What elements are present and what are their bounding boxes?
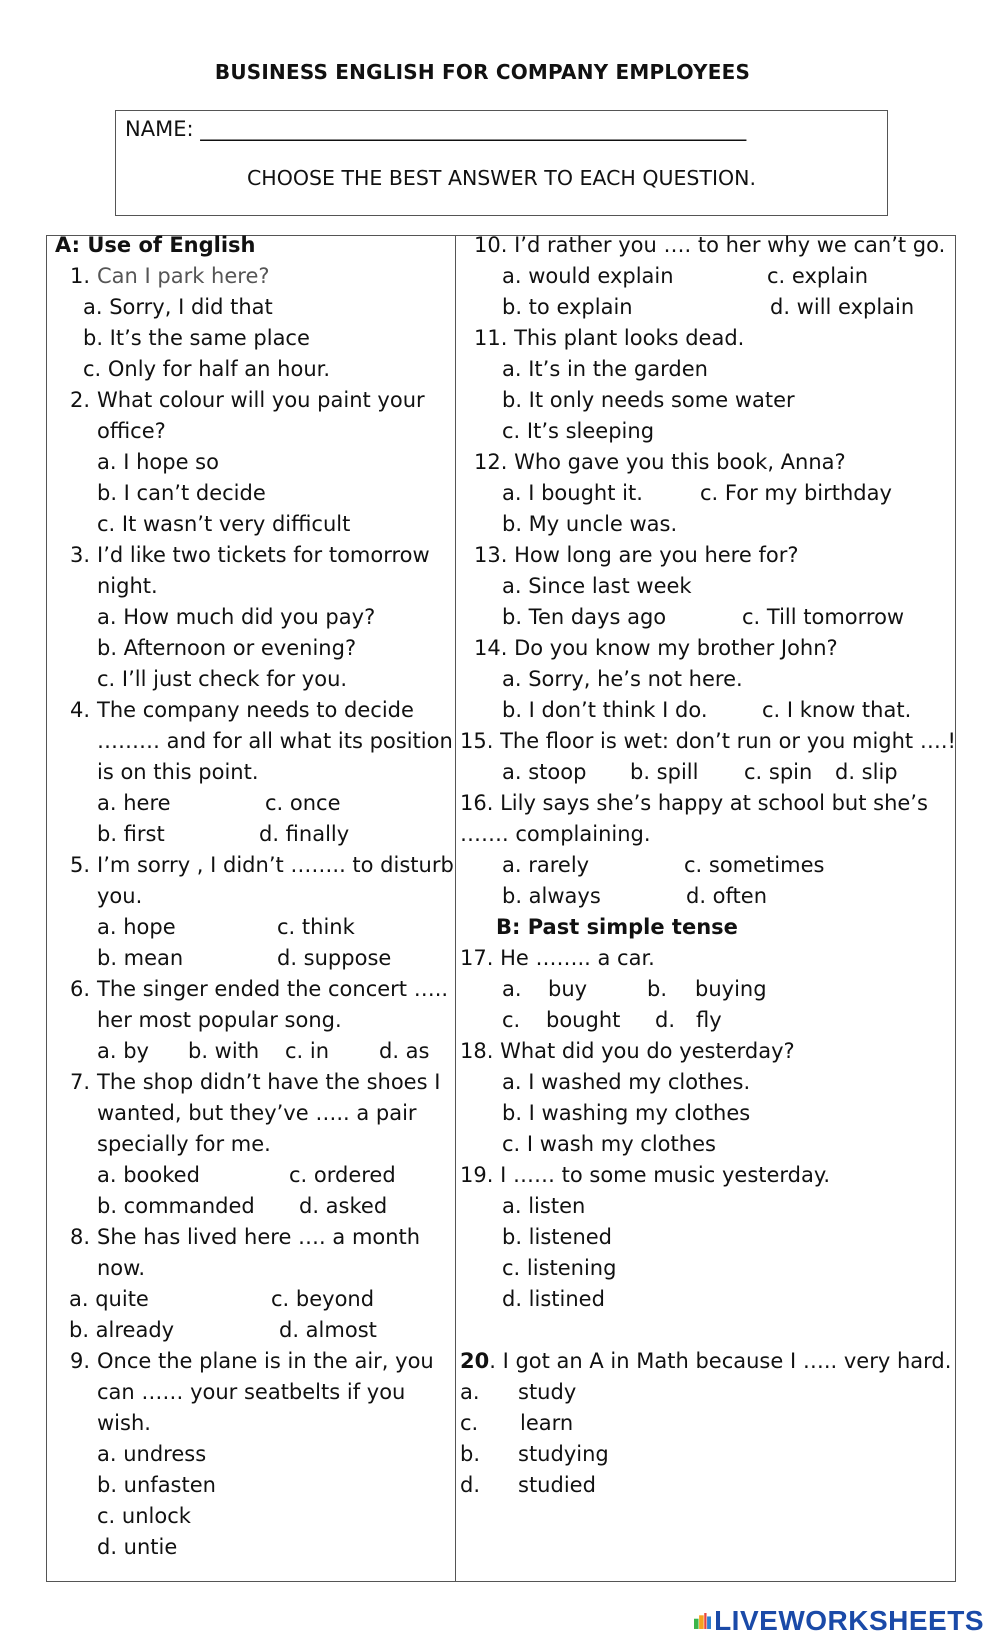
answer-option[interactable]: c. I know that. <box>762 698 912 722</box>
question-text: 18. What did you do yesterday? <box>460 1039 795 1063</box>
answer-option[interactable]: c. unlock <box>97 1504 191 1528</box>
answer-option[interactable]: b. My uncle was. <box>502 512 678 536</box>
name-field[interactable]: NAME: ____________________________________________________ <box>125 117 747 141</box>
answer-option[interactable]: b. commanded <box>97 1194 255 1218</box>
answer-option[interactable]: b. I don’t think I do. <box>502 698 708 722</box>
question-text: . I got an A in Math because I ….. very hard. <box>489 1349 952 1373</box>
question-number: 5. <box>70 853 91 877</box>
question-number: 3. <box>70 543 91 567</box>
answer-option[interactable]: c. once <box>265 791 341 815</box>
answer-option[interactable]: d. suppose <box>277 946 392 970</box>
question-text: is on this point. <box>97 760 259 784</box>
question-text: What colour will you paint your <box>97 388 425 412</box>
answer-option[interactable]: c. listening <box>502 1256 617 1280</box>
answer-option[interactable]: a. I bought it. <box>502 481 643 505</box>
logo-blocks-icon <box>694 1607 711 1635</box>
answer-option[interactable]: a. How much did you pay? <box>97 605 376 629</box>
answer-option[interactable]: d. almost <box>279 1318 377 1342</box>
answer-option[interactable]: c. It’s sleeping <box>502 419 655 443</box>
answer-option[interactable]: buy <box>548 977 588 1001</box>
question-text: specially for me. <box>97 1132 271 1156</box>
answer-option[interactable]: c. sometimes <box>684 853 825 877</box>
answer-option[interactable]: d. often <box>686 884 768 908</box>
questions-table <box>46 235 956 1582</box>
question-text: can …… your seatbelts if you <box>97 1380 406 1404</box>
question-number: 9. <box>70 1349 91 1373</box>
answer-option[interactable]: a. rarely <box>502 853 590 877</box>
answer-option[interactable]: a. by <box>97 1039 149 1063</box>
question-text: 16. Lily says she’s happy at school but she’s <box>460 791 928 815</box>
answer-option[interactable]: b. always <box>502 884 601 908</box>
question-text: I’m sorry , I didn’t …….. to disturb <box>97 853 454 877</box>
answer-option[interactable]: b. spill <box>630 760 699 784</box>
answer-option[interactable]: b. unfasten <box>97 1473 216 1497</box>
answer-option[interactable]: a. Since last week <box>502 574 692 598</box>
question-text: The shop didn’t have the shoes I <box>97 1070 441 1094</box>
question-text: 11. This plant looks dead. <box>474 326 745 350</box>
option-letter: a. <box>502 977 522 1001</box>
question-text: 17. He …….. a car. <box>460 946 655 970</box>
answer-option[interactable]: c. For my birthday <box>700 481 892 505</box>
answer-option[interactable]: a. here <box>97 791 171 815</box>
answer-option[interactable]: d. as <box>379 1039 430 1063</box>
answer-option[interactable]: c. beyond <box>271 1287 375 1311</box>
question-text: you. <box>97 884 143 908</box>
worksheet-title: BUSINESS ENGLISH FOR COMPANY EMPLOYEES <box>214 60 751 84</box>
answer-option[interactable]: c. Till tomorrow <box>742 605 905 629</box>
section-heading: B: Past simple tense <box>496 915 738 939</box>
question-text: ……… and for all what its position <box>97 729 453 753</box>
option-letter: c. <box>460 1411 479 1435</box>
answer-option[interactable]: c. It wasn’t very difficult <box>97 512 351 536</box>
answer-option[interactable]: fly <box>696 1008 722 1032</box>
question-text: 14. Do you know my brother John? <box>474 636 838 660</box>
answer-option[interactable]: d. will explain <box>770 295 915 319</box>
question-text: night. <box>97 574 158 598</box>
question-text: 10. I’d rather you …. to her why we can’t go. <box>474 233 946 257</box>
question-number: 4. <box>70 698 91 722</box>
column-divider <box>455 236 456 1581</box>
answer-option[interactable]: b. listened <box>502 1225 613 1249</box>
section-heading: A: Use of English <box>55 233 256 257</box>
answer-option[interactable]: a. booked <box>97 1163 200 1187</box>
answer-option[interactable]: b. with <box>188 1039 260 1063</box>
answer-option[interactable]: c. I wash my clothes <box>502 1132 716 1156</box>
question-number: 6. <box>70 977 91 1001</box>
name-box <box>115 110 888 216</box>
answer-option[interactable]: b. I washing my clothes <box>502 1101 751 1125</box>
option-letter: b. <box>460 1442 481 1466</box>
answer-option[interactable]: a. stoop <box>502 760 587 784</box>
option-letter: b. <box>647 977 668 1001</box>
answer-option[interactable]: d. listined <box>502 1287 605 1311</box>
instruction-text: CHOOSE THE BEST ANSWER TO EACH QUESTION. <box>246 166 756 190</box>
question-text: her most popular song. <box>97 1008 342 1032</box>
answer-option[interactable]: a. I washed my clothes. <box>502 1070 751 1094</box>
answer-option[interactable]: b. I can’t decide <box>97 481 266 505</box>
question-text: now. <box>97 1256 146 1280</box>
question-text: wish. <box>97 1411 151 1435</box>
answer-option[interactable]: a. quite <box>69 1287 149 1311</box>
question-text: Can I park here? <box>97 264 270 288</box>
answer-option[interactable]: b. to explain <box>502 295 633 319</box>
question-text: Once the plane is in the air, you <box>97 1349 434 1373</box>
question-number: 7. <box>70 1070 91 1094</box>
option-letter: d. <box>460 1473 481 1497</box>
answer-option[interactable]: c. think <box>277 915 355 939</box>
answer-option[interactable]: c. ordered <box>289 1163 396 1187</box>
answer-option[interactable]: study <box>518 1380 577 1404</box>
answer-option[interactable]: d. slip <box>835 760 898 784</box>
answer-option[interactable]: a. Sorry, he’s not here. <box>502 667 743 691</box>
question-text: office? <box>97 419 166 443</box>
question-text: The company needs to decide <box>97 698 414 722</box>
answer-option[interactable]: b. Ten days ago <box>502 605 667 629</box>
liveworksheets-logo[interactable] <box>694 1606 984 1636</box>
question-text: wanted, but they’ve ….. a pair <box>97 1101 417 1125</box>
question-text: ……. complaining. <box>460 822 651 846</box>
answer-option[interactable]: a. undress <box>97 1442 207 1466</box>
answer-option[interactable]: d. untie <box>97 1535 178 1559</box>
answer-option[interactable]: c. Only for half an hour. <box>83 357 331 381</box>
answer-option[interactable]: a. Sorry, I did that <box>83 295 273 319</box>
answer-option[interactable]: b. It only needs some water <box>502 388 795 412</box>
option-letter: c. <box>502 1008 521 1032</box>
answer-option[interactable]: c. in <box>285 1039 330 1063</box>
question-text: 12. Who gave you this book, Anna? <box>474 450 846 474</box>
question-text: 13. How long are you here for? <box>474 543 799 567</box>
answer-option[interactable]: a. would explain <box>502 264 674 288</box>
answer-option[interactable]: d. asked <box>299 1194 388 1218</box>
question-text: 15. The floor is wet: don’t run or you might ….! <box>460 729 956 753</box>
question-text: I’d like two tickets for tomorrow <box>97 543 430 567</box>
question-text: She has lived here …. a month <box>97 1225 421 1249</box>
question-number: 2. <box>70 388 91 412</box>
answer-option[interactable]: studied <box>518 1473 596 1497</box>
answer-option[interactable]: studying <box>518 1442 609 1466</box>
answer-option[interactable]: a. It’s in the garden <box>502 357 708 381</box>
answer-option[interactable]: b. already <box>69 1318 175 1342</box>
question-number: 20 <box>460 1349 490 1373</box>
answer-option[interactable]: b. mean <box>97 946 184 970</box>
answer-option[interactable]: b. It’s the same place <box>83 326 310 350</box>
question-text: 19. I …… to some music yesterday. <box>460 1163 830 1187</box>
answer-option[interactable]: a. I hope so <box>97 450 219 474</box>
option-letter: a. <box>460 1380 480 1404</box>
answer-option[interactable]: a. listen <box>502 1194 586 1218</box>
option-letter: d. <box>655 1008 676 1032</box>
logo-text: LIVEWORKSHEETS <box>714 1605 984 1636</box>
answer-option[interactable]: b. Afternoon or evening? <box>97 636 357 660</box>
answer-option[interactable]: b. first <box>97 822 165 846</box>
answer-option[interactable]: c. I’ll just check for you. <box>97 667 348 691</box>
answer-option[interactable]: d. finally <box>259 822 350 846</box>
question-text: The singer ended the concert ….. <box>97 977 449 1001</box>
answer-option[interactable]: a. hope <box>97 915 176 939</box>
question-number: 8. <box>70 1225 91 1249</box>
answer-option[interactable]: learn <box>520 1411 574 1435</box>
answer-option[interactable]: c. explain <box>767 264 869 288</box>
question-number: 1. <box>70 264 91 288</box>
answer-option[interactable]: bought <box>546 1008 621 1032</box>
answer-option[interactable]: buying <box>695 977 767 1001</box>
answer-option[interactable]: c. spin <box>744 760 813 784</box>
question-20 <box>460 1346 951 1377</box>
